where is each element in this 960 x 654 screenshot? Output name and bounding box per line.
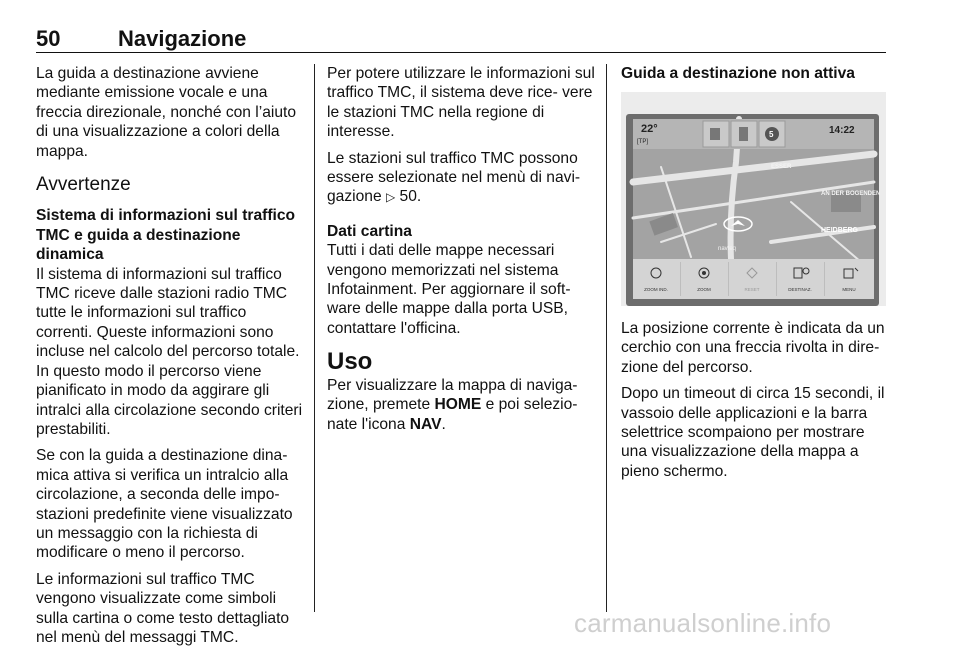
- use-heading: Uso: [327, 348, 373, 376]
- map-data-heading: Dati cartina: [327, 222, 412, 240]
- column-1: [36, 64, 306, 654]
- tmc-select-text: Le stazioni sul traffico TMC possono essere selezionate nel menù di navi- gazione: [327, 149, 581, 206]
- map-data-paragraph: Tutti i dati delle mappe necessari vengono memorizzati nel sistema Infotainment. Per aggiornare il soft- ware delle mappe dalla porta USB, contattare l'officina.: [327, 242, 571, 337]
- tmc-paragraph-1: Il sistema di informazioni sul traffico TMC riceve dalle stazioni radio TMC tutte le informazioni sul traffico correnti. Queste informazioni sono incluse nel calcolo del percorso totale. In questo modo il percorso viene pianificato in modo da aggirare gli intralci alla circolazione secondo criteri prestabiliti.: [36, 265, 303, 438]
- destination-button[interactable]: DESTINAZ.: [788, 287, 812, 292]
- selector-bar: [633, 259, 874, 299]
- temperature: 22°: [641, 123, 658, 135]
- page-header: [36, 26, 886, 53]
- reset-button[interactable]: RESET: [744, 287, 760, 292]
- column-3: [621, 64, 889, 83]
- column-divider-2: [606, 64, 607, 612]
- map-logo: navteq: [718, 246, 737, 252]
- clock: 14:22: [829, 125, 855, 136]
- tmc-select-paragraph: [327, 149, 595, 208]
- timeout-paragraph: Dopo un timeout di circa 15 secondi, il vassoio delle applicazioni e la barra selettrice scompaiono per mostrare una visualizzazione della mappa a pieno schermo.: [621, 385, 885, 480]
- badge-count: 5: [769, 130, 774, 139]
- position-paragraph: La posizione corrente è indicata da un cerchio con una freccia rivolta in dire- zione del percorso.: [621, 320, 885, 376]
- zoom-button[interactable]: ZOOM: [697, 287, 711, 292]
- tmc-paragraph-2: Se con la guida a destinazione dina- mica attiva si verifica un intralcio alla circolazione, a seconda delle impo- stazioni predefinite viene visualizzato un messaggio con la richiesta di modificare o meno il percorso.: [36, 447, 293, 562]
- nav-screen-svg: [621, 92, 886, 306]
- column-divider-1: [314, 64, 315, 612]
- home-key: HOME: [434, 396, 482, 414]
- use-text-b: e poi selezio- nate l'icona: [327, 396, 578, 433]
- page-ref: 50.: [399, 188, 422, 206]
- tmc-paragraph-3: Le informazioni sul traffico TMC vengono visualizzate come simboli sulla cartina o come testo dettagliato nel menù del messaggi TMC.: [36, 570, 290, 646]
- navigation-screenshot: [621, 92, 886, 306]
- zoom-out-button[interactable]: ZOOM IND.: [644, 287, 668, 292]
- column-3-lower: [621, 319, 889, 488]
- notes-heading: Avvertenze: [36, 174, 131, 196]
- road-label-3: HEIDBERG: [821, 227, 858, 234]
- section-title: Navigazione: [118, 26, 247, 51]
- watermark: carmanualsonline.info: [574, 608, 832, 638]
- road-label-1: ESSER: [771, 164, 792, 170]
- tmc-subheading: Sistema di informazioni sul traffico TMC e guida a destinazione dinamica: [36, 207, 296, 264]
- page-number: 50: [36, 26, 61, 51]
- intro-paragraph: La guida a destinazione avviene mediante emissione vocale e una freccia direzionale, nonché con l’aiuto di una visualizzazione a colori della mappa.: [36, 65, 297, 160]
- tmc-stations-paragraph: Per potere utilizzare le informazioni sul traffico TMC, il sistema deve rice- vere le stazioni TMC nella regione di interesse.: [327, 65, 595, 141]
- page-ref-icon: ▷: [385, 190, 396, 205]
- use-text-a: Per visualizzare la mappa di naviga- zione, premete: [327, 376, 578, 414]
- inactive-guidance-heading: Guida a destinazione non attiva: [621, 65, 855, 82]
- column-2: [327, 64, 595, 441]
- menu-button[interactable]: MENU: [842, 287, 856, 292]
- road-label-2: AN DER BOGENDEN: [821, 191, 881, 197]
- nav-key: NAV: [409, 415, 442, 433]
- tp-indicator: [TP]: [637, 139, 649, 145]
- use-text-end: .: [441, 415, 446, 433]
- use-paragraph: [327, 376, 595, 434]
